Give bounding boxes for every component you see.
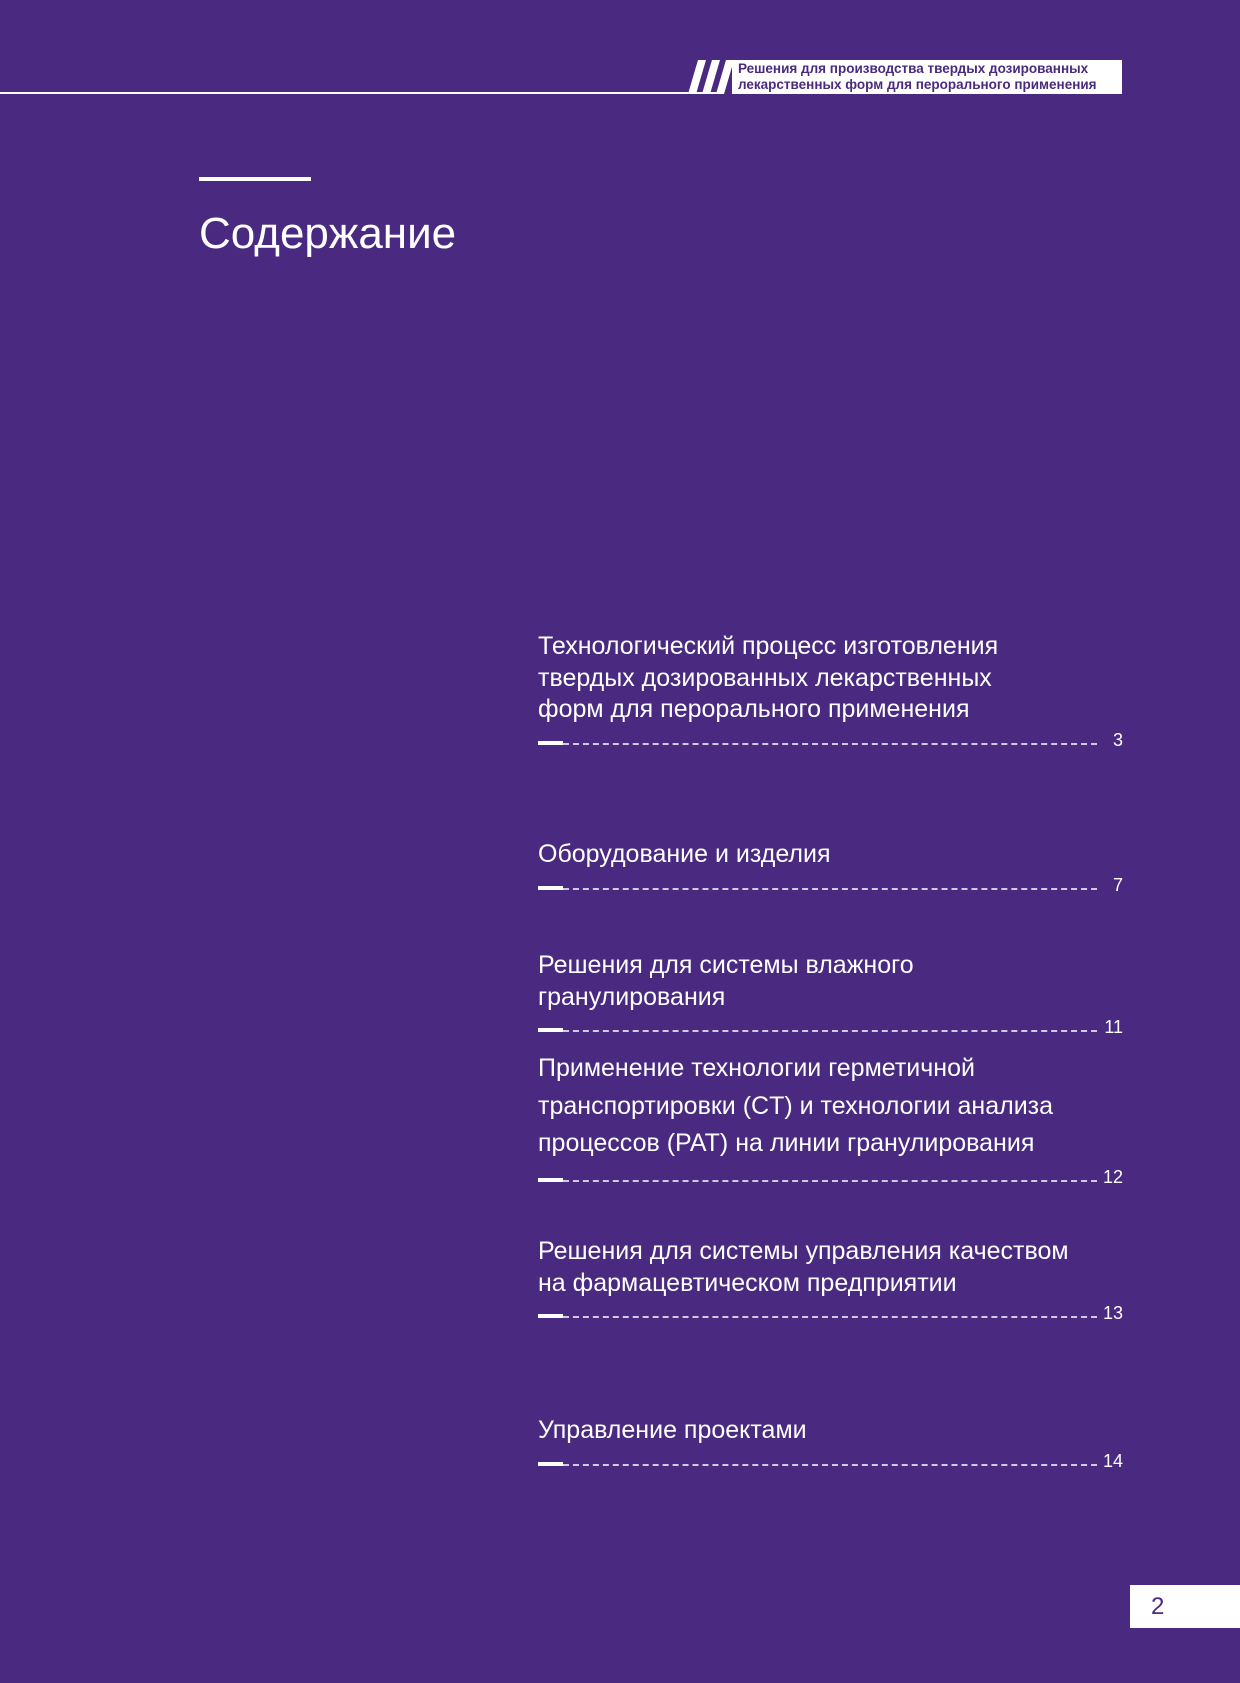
title-rule (199, 177, 311, 181)
toc-leader (538, 729, 1123, 752)
toc-leader (538, 1305, 1123, 1325)
toc-entry-title: Оборудование и изделия (538, 840, 831, 868)
leader-dots (563, 1316, 1097, 1318)
toc-entry[interactable] (538, 950, 1123, 1039)
leader-dash (538, 1462, 563, 1466)
toc-entry[interactable] (538, 1236, 1123, 1325)
toc-leader (538, 1019, 1123, 1039)
toc-entry[interactable] (538, 1050, 1123, 1189)
running-header-line: лекарственных форм для перорального применения (738, 77, 1097, 92)
toc-page-number: 12 (1102, 1166, 1123, 1187)
leader-dash (538, 1178, 563, 1182)
toc-leader (538, 874, 1123, 897)
toc-page-number: 13 (1102, 1303, 1123, 1323)
leader-dash (538, 1314, 563, 1318)
toc-leader (538, 1166, 1123, 1189)
page-title: Содержание (199, 209, 457, 258)
toc-entry-title: Решения для системы управления качеством на фармацевтическом предприятии (538, 1237, 1069, 1297)
leader-dots (563, 1464, 1097, 1466)
toc-entry[interactable] (538, 1415, 1123, 1473)
running-header (732, 60, 1122, 94)
toc-entry-title: Технологический процесс изготовления твердых дозированных лекарственных форм для перорального применения (538, 632, 999, 723)
toc-entry-title: Решения для системы влажного гранулирования (538, 951, 914, 1011)
leader-dots (563, 743, 1097, 745)
running-header-line: Решения для производства твердых дозированных (738, 61, 1089, 76)
toc-entry-title: Применение технологии герметичной транспортировки (CT) и технологии анализа процессов (PAT) на линии гранулирования (538, 1054, 1054, 1157)
leader-dash (538, 1028, 563, 1032)
toc-entry-title: Управление проектами (538, 1416, 807, 1444)
leader-dash (538, 886, 563, 890)
header-rule (0, 92, 720, 94)
page-number: 2 (1130, 1585, 1240, 1628)
leader-dots (563, 888, 1097, 890)
toc-entry[interactable] (538, 839, 1123, 897)
leader-dots (563, 1030, 1097, 1032)
toc-page-number: 14 (1102, 1450, 1123, 1471)
toc-page-number: 11 (1104, 1017, 1123, 1037)
toc-entry[interactable] (538, 631, 1123, 752)
leader-dots (563, 1180, 1097, 1182)
toc-page-number: 7 (1112, 874, 1123, 895)
leader-dash (538, 741, 563, 745)
toc-leader (538, 1450, 1123, 1473)
toc-page-number: 3 (1112, 729, 1123, 750)
